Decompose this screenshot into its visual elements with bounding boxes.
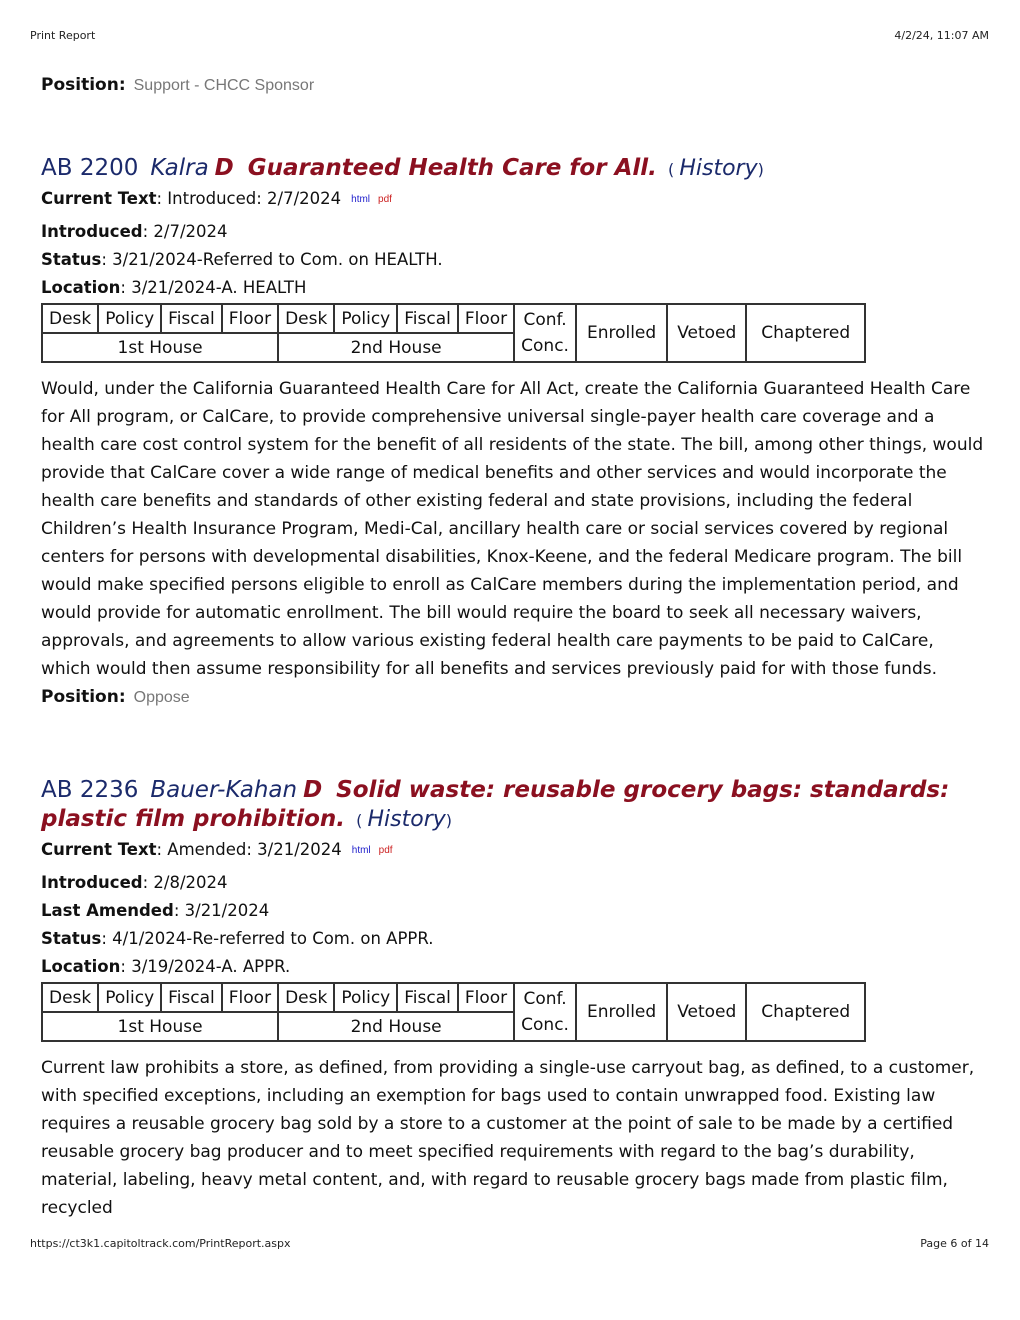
report-url: https://ct3k1.capitoltrack.com/PrintReport.aspx	[30, 1237, 291, 1250]
stage-policy-2: Policy	[334, 304, 397, 333]
bill-ab2236	[41, 776, 986, 1222]
page-number: Page 6 of 14	[920, 1237, 989, 1250]
stage-conf: Conf.	[523, 989, 567, 1009]
bill-ab2200	[41, 154, 986, 712]
html-link[interactable]: html	[351, 194, 371, 205]
bill-author[interactable]: Kalra	[150, 155, 209, 181]
stage-policy-1: Policy	[98, 983, 161, 1012]
bill-meta	[41, 836, 986, 981]
bill-party: D	[303, 777, 323, 803]
stage-enrolled: Enrolled	[576, 983, 667, 1041]
location-row	[41, 274, 986, 302]
stage-desk-1: Desk	[42, 983, 98, 1012]
history-open-paren: (	[667, 160, 675, 179]
status-value: : 3/21/2024-Referred to Com. on HEALTH.	[101, 250, 443, 269]
history-link[interactable]: History	[679, 156, 758, 181]
location-value: : 3/21/2024-A. HEALTH	[120, 278, 307, 297]
introduced-row	[41, 218, 986, 246]
pdf-link[interactable]: pdf	[378, 845, 393, 856]
stage-policy-1: Policy	[98, 304, 161, 333]
last-amended-label: Last Amended	[41, 901, 174, 920]
status-label: Status	[41, 250, 102, 269]
status-row	[41, 925, 986, 953]
stage-second-house: 2nd House	[278, 1012, 514, 1041]
introduced-label: Introduced	[41, 222, 143, 241]
stage-policy-2: Policy	[334, 983, 397, 1012]
position-value: Support - CHCC Sponsor	[133, 77, 315, 94]
stage-chaptered: Chaptered	[746, 304, 865, 362]
current-text-label: Current Text	[41, 189, 157, 208]
stage-conf-conc	[514, 304, 576, 362]
location-label: Location	[41, 278, 121, 297]
stage-fiscal-1: Fiscal	[161, 983, 222, 1012]
stage-chaptered: Chaptered	[746, 983, 865, 1041]
stage-conc: Conc.	[521, 336, 569, 356]
previous-bill-position	[41, 75, 314, 95]
current-text-label: Current Text	[41, 840, 157, 859]
stage-desk-2: Desk	[278, 983, 334, 1012]
history-open-paren: (	[356, 811, 363, 830]
bill-topic: Solid waste: reusable grocery bags: standards: plastic film prohibition.	[41, 777, 950, 832]
bill-title	[41, 776, 986, 835]
stage-fiscal-2: Fiscal	[397, 304, 458, 333]
stage-floor-2: Floor	[458, 983, 514, 1012]
location-label: Location	[41, 957, 121, 976]
stage-vetoed: Vetoed	[667, 983, 746, 1041]
location-value: : 3/19/2024-A. APPR.	[120, 957, 291, 976]
location-row	[41, 953, 986, 981]
current-text-value: : Introduced: 2/7/2024	[156, 189, 342, 208]
stage-conf: Conf.	[523, 310, 567, 330]
bill-summary: Would, under the California Guaranteed Health Care for All Act, create the California Guaranteed Health Care for All program, or CalCare, to provide comprehensive universal single-payer health care coverage and a health care cost control system for the benefit of all residents of the state. The bill, among other things, would provide that CalCare cover a wide range of medical benefits and other services and would incorporate the health care benefits and standards of other existing federal and state provisions, including the federal Children’s Health Insurance Program, Medi-Cal, ancillary health care or social services covered by regional centers for persons with developmental disabilities, Knox-Keene, and the federal Medicare program. The bill would make specified persons eligible to enroll as CalCare members during the implementation period, and would provide for automatic enrollment. The bill would require the board to seek all necessary waivers, approvals, and agreements to allow various existing federal health care payments to be paid to CalCare, which would then assume responsibility for all benefits and services previously paid for with those funds.	[41, 379, 984, 679]
bill-number[interactable]: AB 2200	[41, 155, 139, 181]
introduced-value: : 2/7/2024	[142, 222, 228, 241]
current-text-value: : Amended: 3/21/2024	[156, 840, 342, 859]
bill-number[interactable]: AB 2236	[41, 777, 139, 803]
bill-meta	[41, 185, 986, 302]
position-label: Position:	[41, 687, 126, 707]
bill-topic: Guaranteed Health Care for All.	[247, 155, 657, 181]
history-link[interactable]: History	[367, 807, 446, 832]
legislative-stage-table	[41, 982, 866, 1042]
stage-floor-1: Floor	[222, 304, 278, 333]
bill-summary: Current law prohibits a store, as defined, from providing a single-use carryout bag, as defined, to a customer, with specified exceptions, including an exemption for bags used to contain unwrapped food. Existing law requires a reusable grocery bag sold by a store to a customer at the point of sale to be made by a certified reusable grocery bag producer and to meet specified requirements with regard to the bag’s durability, material, labeling, heavy metal content, and, with regard to reusable grocery bags made from plastic film, recycled	[41, 1058, 975, 1218]
stage-desk-2: Desk	[278, 304, 334, 333]
stage-first-house: 1st House	[42, 1012, 278, 1041]
pdf-link[interactable]: pdf	[378, 194, 392, 205]
stage-desk-1: Desk	[42, 304, 98, 333]
introduced-label: Introduced	[41, 873, 143, 892]
stage-floor-2: Floor	[458, 304, 514, 333]
print-timestamp: 4/2/24, 11:07 AM	[894, 29, 989, 42]
last-amended-value: : 3/21/2024	[173, 901, 270, 920]
status-value: : 4/1/2024-Re-referred to Com. on APPR.	[101, 929, 434, 948]
current-text-row	[41, 185, 986, 214]
bill-author[interactable]: Bauer-Kahan	[150, 777, 298, 803]
history-close-paren: )	[757, 160, 764, 179]
stage-conc: Conc.	[521, 1015, 569, 1035]
stage-enrolled: Enrolled	[576, 304, 667, 362]
status-label: Status	[41, 929, 102, 948]
print-report-label: Print Report	[30, 29, 96, 42]
stage-vetoed: Vetoed	[667, 304, 746, 362]
stage-first-house: 1st House	[42, 333, 278, 362]
bill-party: D	[214, 155, 234, 181]
stage-conf-conc	[514, 983, 576, 1041]
status-row	[41, 246, 986, 274]
last-amended-row	[41, 897, 986, 925]
legislative-stage-table	[41, 303, 866, 363]
stage-floor-1: Floor	[222, 983, 278, 1012]
bill-position	[41, 683, 986, 712]
history-close-paren: )	[445, 811, 453, 830]
html-link[interactable]: html	[351, 845, 371, 856]
position-label: Position:	[41, 75, 126, 95]
stage-fiscal-2: Fiscal	[397, 983, 458, 1012]
introduced-row	[41, 869, 986, 897]
stage-fiscal-1: Fiscal	[161, 304, 222, 333]
stage-second-house: 2nd House	[278, 333, 514, 362]
introduced-value: : 2/8/2024	[142, 873, 228, 892]
current-text-row	[41, 836, 986, 865]
bill-title	[41, 154, 986, 184]
position-value: Oppose	[133, 689, 190, 706]
